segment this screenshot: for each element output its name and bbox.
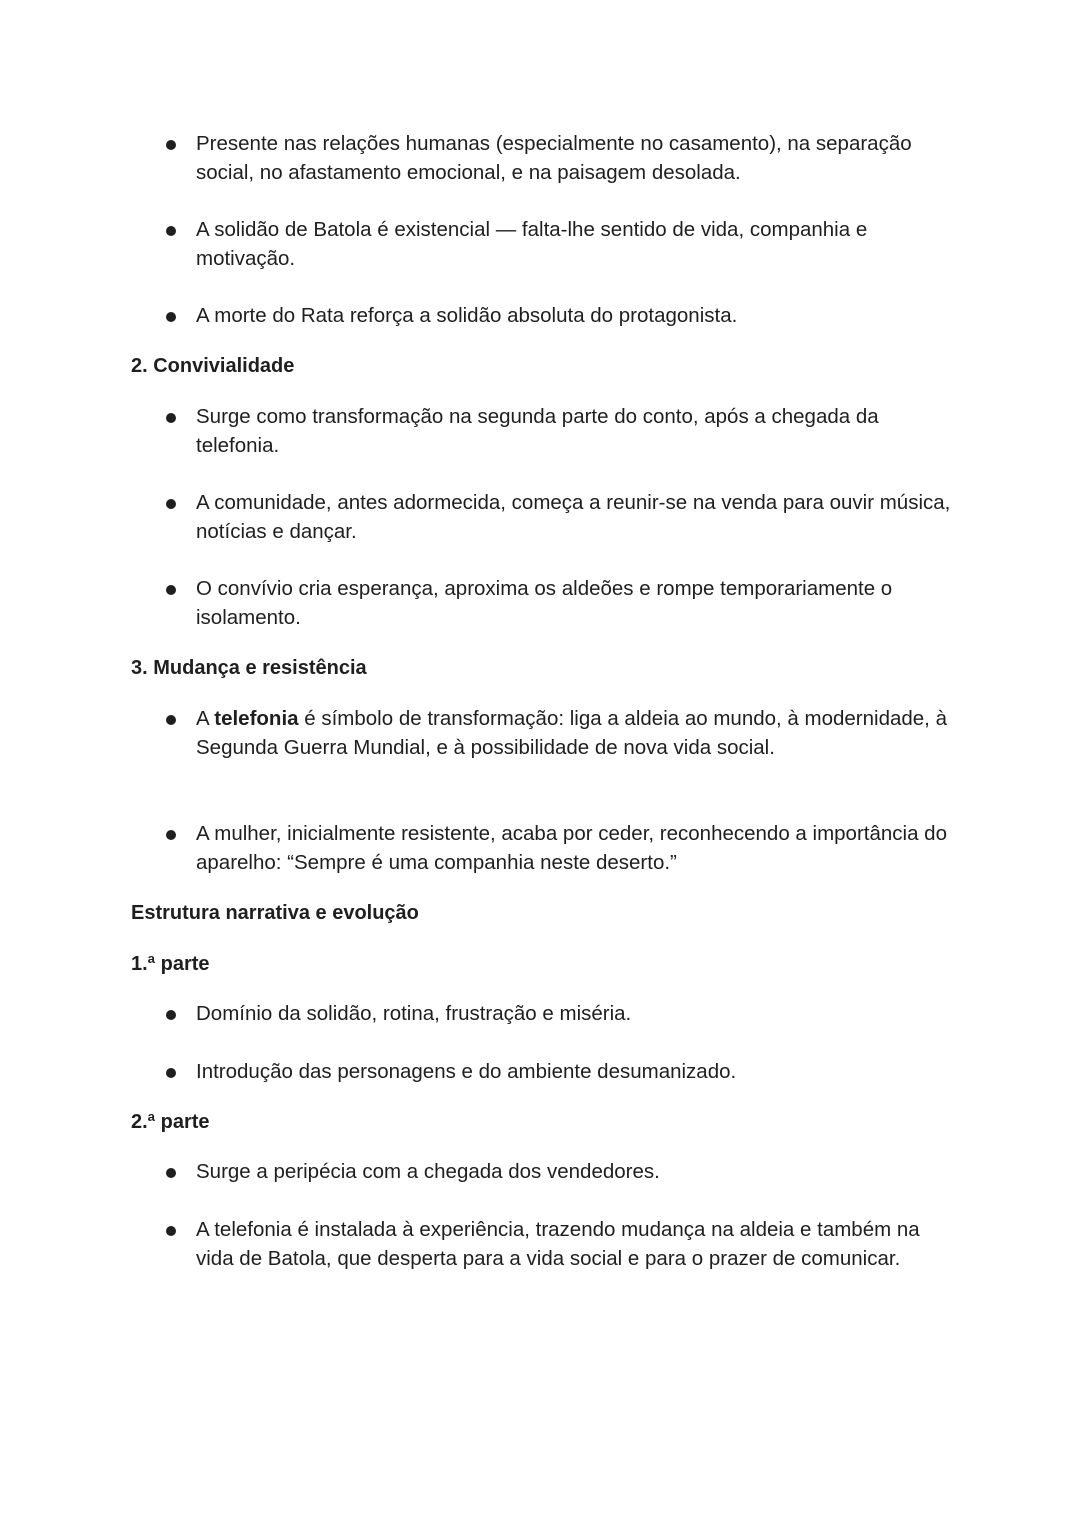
bullet-icon — [166, 413, 176, 423]
list-item-text — [196, 705, 956, 762]
text-run: A — [196, 707, 215, 730]
list-item-text: A comunidade, antes adormecida, começa a reunir-se na venda para ouvir música, notícias e dançar. — [196, 491, 951, 543]
bullet-icon — [166, 830, 176, 840]
bullet-icon — [166, 585, 176, 595]
bullet-icon — [166, 499, 176, 509]
list-item-text: Surge a peripécia com a chegada dos vendedores. — [196, 1160, 660, 1183]
section-heading: 3. Mudança e resistência — [131, 657, 367, 679]
list-item-text: Introdução das personagens e do ambiente desumanizado. — [196, 1060, 737, 1083]
bullet-icon — [166, 312, 176, 322]
section-heading: 2. Convivialidade — [131, 355, 295, 377]
bold-term: telefonia — [214, 707, 299, 730]
list-item-text: A mulher, inicialmente resistente, acaba por ceder, reconhecendo a importância do aparelho: “Sempre é uma companhia neste deserto.” — [196, 822, 947, 874]
text-run: é símbolo de transformação: liga a aldeia ao mundo, à modernidade, à Segunda Guerra Mundial, e à possibilidade de nova vida social. — [196, 707, 947, 759]
list-item-text: A solidão de Batola é existencial — falta-lhe sentido de vida, companhia e motivação. — [196, 218, 868, 270]
list-item-text: Domínio da solidão, rotina, frustração e miséria. — [196, 1002, 632, 1025]
list-item-text: A morte do Rata reforça a solidão absoluta do protagonista. — [196, 304, 738, 327]
bullet-icon — [166, 140, 176, 150]
bullet-icon — [166, 1226, 176, 1236]
subsection-heading: 1.ª parte — [131, 953, 210, 975]
bullet-icon — [166, 226, 176, 236]
bullet-icon — [166, 1068, 176, 1078]
list-item-text: A telefonia é instalada à experiência, trazendo mudança na aldeia e também na vida de Batola, que desperta para a vida social e para o prazer de comunicar. — [196, 1218, 920, 1270]
bullet-icon — [166, 1010, 176, 1020]
bullet-icon — [166, 1168, 176, 1178]
bullet-icon — [166, 715, 176, 725]
list-item-text: Surge como transformação na segunda parte do conto, após a chegada da telefonia. — [196, 405, 879, 457]
subsection-heading: 2.ª parte — [131, 1111, 210, 1133]
section-heading: Estrutura narrativa e evolução — [131, 902, 419, 924]
list-item-text: O convívio cria esperança, aproxima os aldeões e rompe temporariamente o isolamento. — [196, 577, 893, 629]
list-item-text: Presente nas relações humanas (especialmente no casamento), na separação social, no afastamento emocional, e na paisagem desolada. — [196, 132, 912, 184]
